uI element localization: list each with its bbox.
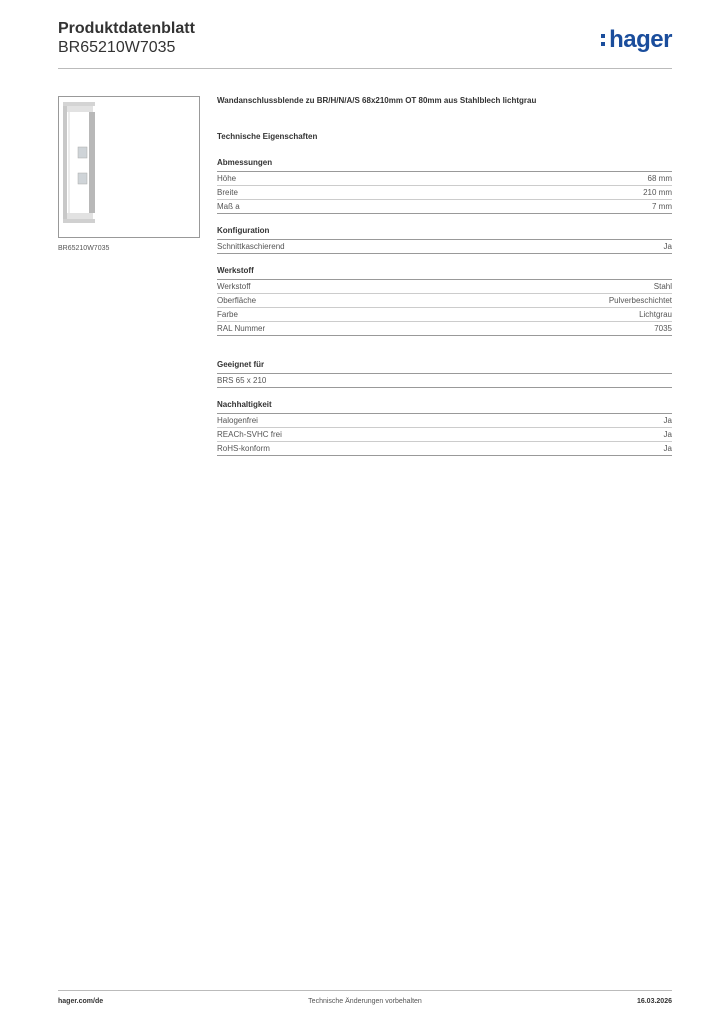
logo-text: hager <box>609 26 672 53</box>
table-row <box>217 294 672 308</box>
section-title: Abmessungen <box>217 158 672 172</box>
table-row <box>217 308 672 322</box>
table-row <box>217 186 672 200</box>
row-value: Ja <box>663 444 672 453</box>
row-value: Pulverbeschichtet <box>608 296 672 305</box>
table-row <box>217 442 672 456</box>
table-row <box>217 414 672 428</box>
table-row <box>217 374 672 388</box>
row-label: BRS 65 x 210 <box>217 376 267 385</box>
section-title: Nachhaltigkeit <box>217 400 672 414</box>
row-label: Farbe <box>217 310 238 319</box>
row-label: RoHS-konform <box>217 444 270 453</box>
product-image <box>58 96 200 238</box>
table-row <box>217 172 672 186</box>
technical-properties-title: Technische Eigenschaften <box>217 132 318 141</box>
row-label: REACh-SVHC frei <box>217 430 282 439</box>
footer-date: 16.03.2026 <box>636 998 672 1005</box>
row-label: Breite <box>217 188 238 197</box>
row-value: Ja <box>663 242 672 251</box>
section-title: Konfiguration <box>217 226 672 240</box>
image-caption: BR65210W7035 <box>58 245 110 252</box>
table-row <box>217 240 672 254</box>
footer-website-link[interactable]: hager.com/de <box>58 998 104 1005</box>
row-value: 7035 <box>654 324 672 333</box>
section-title: Geeignet für <box>217 360 672 374</box>
row-label: Werkstoff <box>217 282 251 291</box>
table-row <box>217 322 672 336</box>
header-divider <box>58 68 672 69</box>
footer-divider <box>58 990 672 991</box>
section-geeignet <box>217 360 672 388</box>
row-label: Schnittkaschierend <box>217 242 285 251</box>
section-title: Werkstoff <box>217 266 672 280</box>
row-label: RAL Nummer <box>217 324 266 333</box>
row-value: 68 mm <box>647 174 672 183</box>
product-drawing-icon <box>59 97 199 237</box>
section-abmessungen <box>217 158 672 214</box>
section-konfiguration <box>217 226 672 254</box>
hager-logo <box>601 26 672 54</box>
product-number: BR65210W7035 <box>58 39 176 56</box>
row-value: Ja <box>663 430 672 439</box>
footer-note: Technische Änderungen vorbehalten <box>308 998 422 1005</box>
table-row <box>217 200 672 214</box>
product-description: Wandanschlussblende zu BR/H/N/A/S 68x210mm OT 80mm aus Stahlblech lichtgrau <box>217 96 537 105</box>
row-value: Stahl <box>653 282 672 291</box>
row-value: Lichtgrau <box>639 310 672 319</box>
product-details <box>217 96 672 456</box>
document-title: Produktdatenblatt <box>58 20 195 37</box>
table-row <box>217 280 672 294</box>
section-werkstoff <box>217 266 672 336</box>
page-header <box>58 20 672 68</box>
row-label: Maß a <box>217 202 240 211</box>
row-value: Ja <box>663 416 672 425</box>
row-value: 7 mm <box>652 202 672 211</box>
table-row <box>217 428 672 442</box>
logo-colon-icon <box>601 26 607 50</box>
row-value: 210 mm <box>643 188 672 197</box>
row-label: Höhe <box>217 174 237 183</box>
row-label: Oberfläche <box>217 296 257 305</box>
row-label: Halogenfrei <box>217 416 258 425</box>
section-nachhaltigkeit <box>217 400 672 456</box>
